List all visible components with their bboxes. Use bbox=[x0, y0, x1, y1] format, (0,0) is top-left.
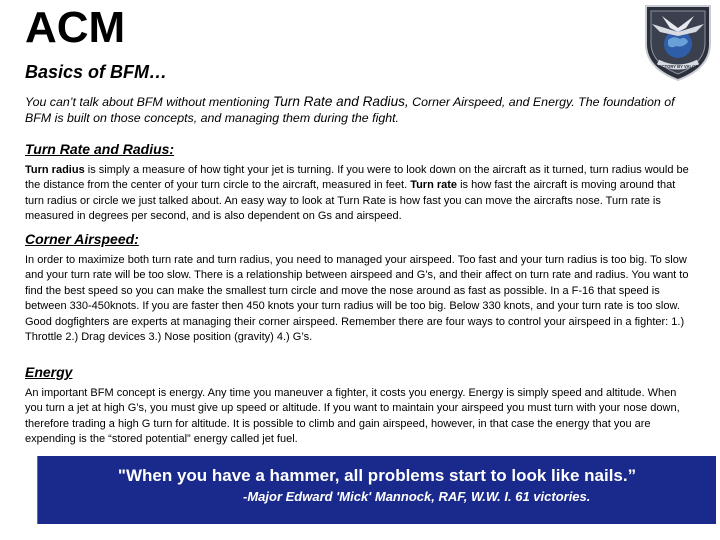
section-heading-turn-rate: Turn Rate and Radius: bbox=[25, 141, 175, 157]
section-body-corner-airspeed bbox=[25, 253, 697, 345]
intro-text-3: Corner Airspeed, and Energy. The foundation of BFM is built on those concepts, and managing them during the fight. bbox=[25, 95, 675, 125]
intro-paragraph bbox=[25, 94, 695, 126]
term-turn-rate: Turn rate bbox=[410, 179, 458, 192]
term-turn-radius: Turn radius bbox=[25, 164, 85, 176]
text-segment: An important BFM concept is energy. Any time you maneuver a fighter, it costs you energy. Energy is simply speed and altitude. When you turn a jet at high G’s, you must give up speed or altitude. If you want to maintain your airspeed you must turn with your nose down, therefore trading a high G turn for altitude. It is possible to climb and gain airspeed, however, in that case the energy that you are expending is the “stored potential” energy called jet fuel. bbox=[25, 387, 680, 446]
text-segment: In order to maximize both turn rate and turn radius, you need to managed your airspeed. Too fast and your turn radius is too big. To slow and your turn rate will be too slow. There is a relationship between airspeed and G’s, and their affect on turn rate and radius. You want to find the best speed so you can make the smallest turn circle and move the nose around as fast as possible. In a F-16 that speed is between 330-450knots. If you are faster then 450 knots your turn radius will be too big. Below 330 knots, and your turn rate is too slow. Good dogfighters are experts at managing their corner airspeed. Remember there are four ways to control your airspeed in a fighter: 1.) Throttle 2.) Drag devices 3.) Nose position (gravity) 4.) G’s. bbox=[25, 254, 689, 344]
page-title: ACM bbox=[25, 3, 126, 52]
quote-text: "When you have a hammer, all problems start to look like nails.” bbox=[117, 466, 637, 485]
emblem-motto: VICTORY BY VALOR bbox=[657, 64, 699, 69]
section-heading-energy: Energy bbox=[25, 364, 73, 380]
text-segment: is simply a measure of how tight your jet is turning. If you were to look down on the aircraft as it turned, turn radius would be the distance from the center of your turn circle to the aircraft, measured in feet. bbox=[25, 164, 689, 192]
page-subtitle: Basics of BFM… bbox=[25, 62, 168, 82]
squadron-emblem-icon bbox=[638, 2, 718, 82]
text-segment: is how fast the aircraft is moving around that turn radius or circle we just talked about. An easy way to look at Turn Rate is how fast you can move the aircrafts nose. Turn rate is measured in degrees per second, and is also dependent on Gs and airspeed. bbox=[25, 179, 676, 223]
section-heading-corner-airspeed: Corner Airspeed: bbox=[25, 231, 139, 247]
section-body-energy bbox=[25, 386, 697, 448]
intro-text-1: You can’t talk about BFM without mentioning bbox=[25, 95, 273, 109]
quote-attribution: -Major Edward 'Mick' Mannock, RAF, W.W. I. 61 victories. bbox=[243, 489, 591, 504]
quote-box bbox=[37, 456, 716, 524]
section-body-turn-rate bbox=[25, 163, 697, 225]
intro-text-2: Turn Rate and Radius, bbox=[272, 94, 409, 109]
